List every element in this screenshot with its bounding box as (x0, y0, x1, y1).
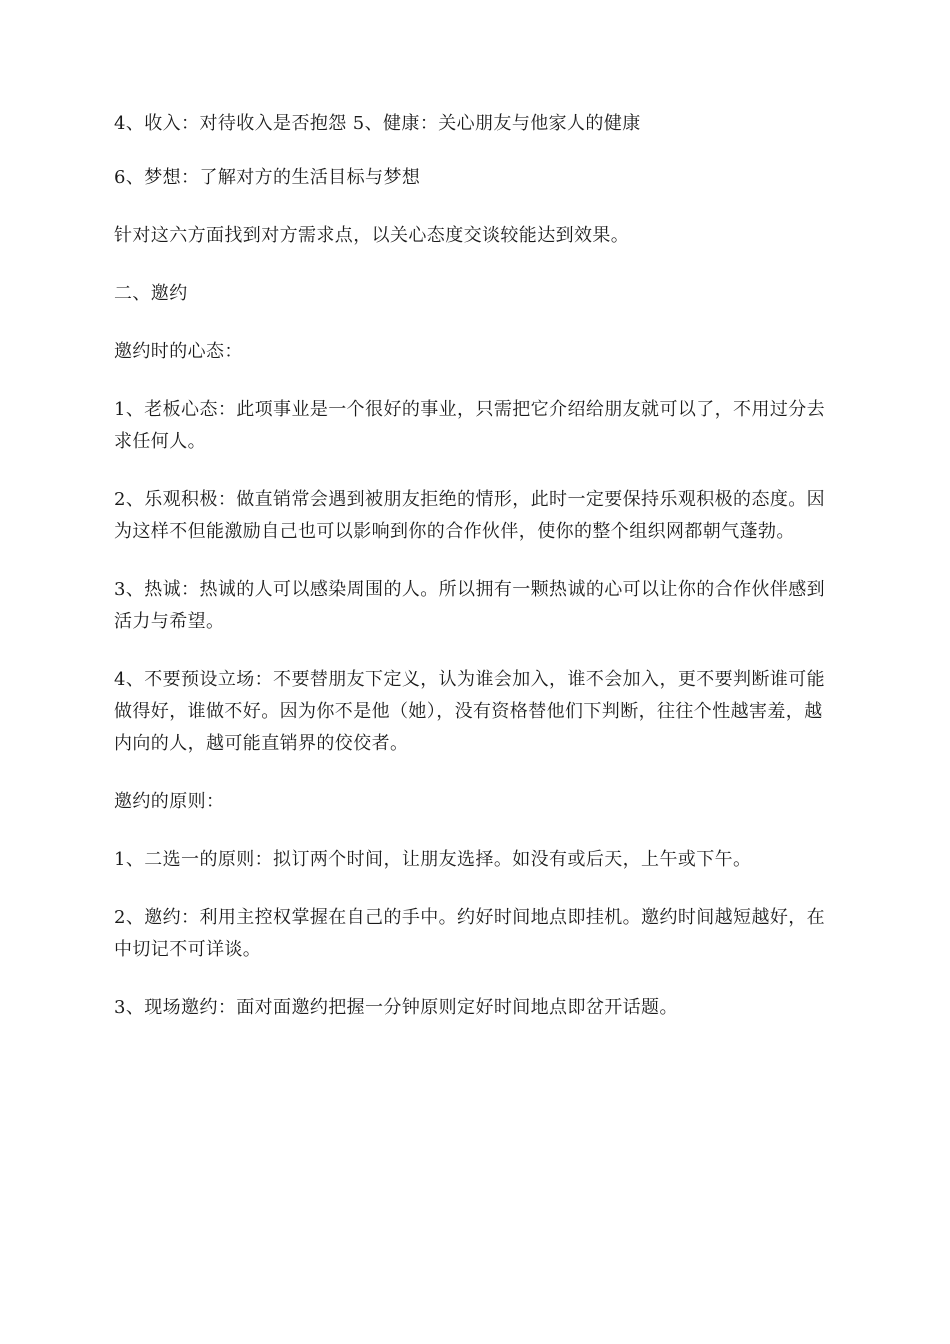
paragraph-summary: 针对这六方面找到对方需求点，以关心态度交谈较能达到效果。 (114, 225, 630, 246)
paragraph-optimism: 2、乐观积极：做直销常会遇到被朋友拒绝的情形，此时一定要保持乐观积极的态度。因为这样不但能激励自己也可以影响到你的合作伙伴，使你的整个组织网都朝气蓬勃。 (114, 489, 826, 542)
paragraph-no-presumption: 4、不要预设立场：不要替朋友下定义，认为谁会加入，谁不会加入，更不要判断谁可能做得好，谁做不好。因为你不是他（她），没有资格替他们下判断，往往个性越害羞，越内向的人，越可能直销界的佼佼者。 (114, 669, 826, 754)
paragraph-boss-mindset: 1、老板心态：此项事业是一个很好的事业，只需把它介绍给朋友就可以了，不用过分去求任何人。 (114, 399, 826, 452)
paragraph-onsite-invitation: 3、现场邀约：面对面邀约把握一分钟原则定好时间地点即岔开话题。 (114, 997, 678, 1018)
paragraph-choose-one: 1、二选一的原则：拟订两个时间，让朋友选择。如没有或后天，上午或下午。 (114, 849, 752, 870)
document-body (114, 108, 839, 1050)
paragraph-invitation-control: 2、邀约：利用主控权掌握在自己的手中。约好时间地点即挂机。邀约时间越短越好，在中切记不可详谈。 (114, 907, 826, 960)
subheading-invitation-principles: 邀约的原则： (114, 791, 225, 812)
section-heading-invitation: 二、邀约 (114, 283, 188, 304)
subheading-invitation-mindset: 邀约时的心态： (114, 341, 243, 362)
paragraph-dream: 6、梦想：了解对方的生活目标与梦想 (114, 167, 421, 188)
paragraph-enthusiasm: 3、热诚：热诚的人可以感染周围的人。所以拥有一颗热诚的心可以让你的合作伙伴感到活力与希望。 (114, 579, 826, 632)
paragraph-income-health: 4、收入：对待收入是否抱怨 5、健康：关心朋友与他家人的健康 (114, 113, 641, 134)
